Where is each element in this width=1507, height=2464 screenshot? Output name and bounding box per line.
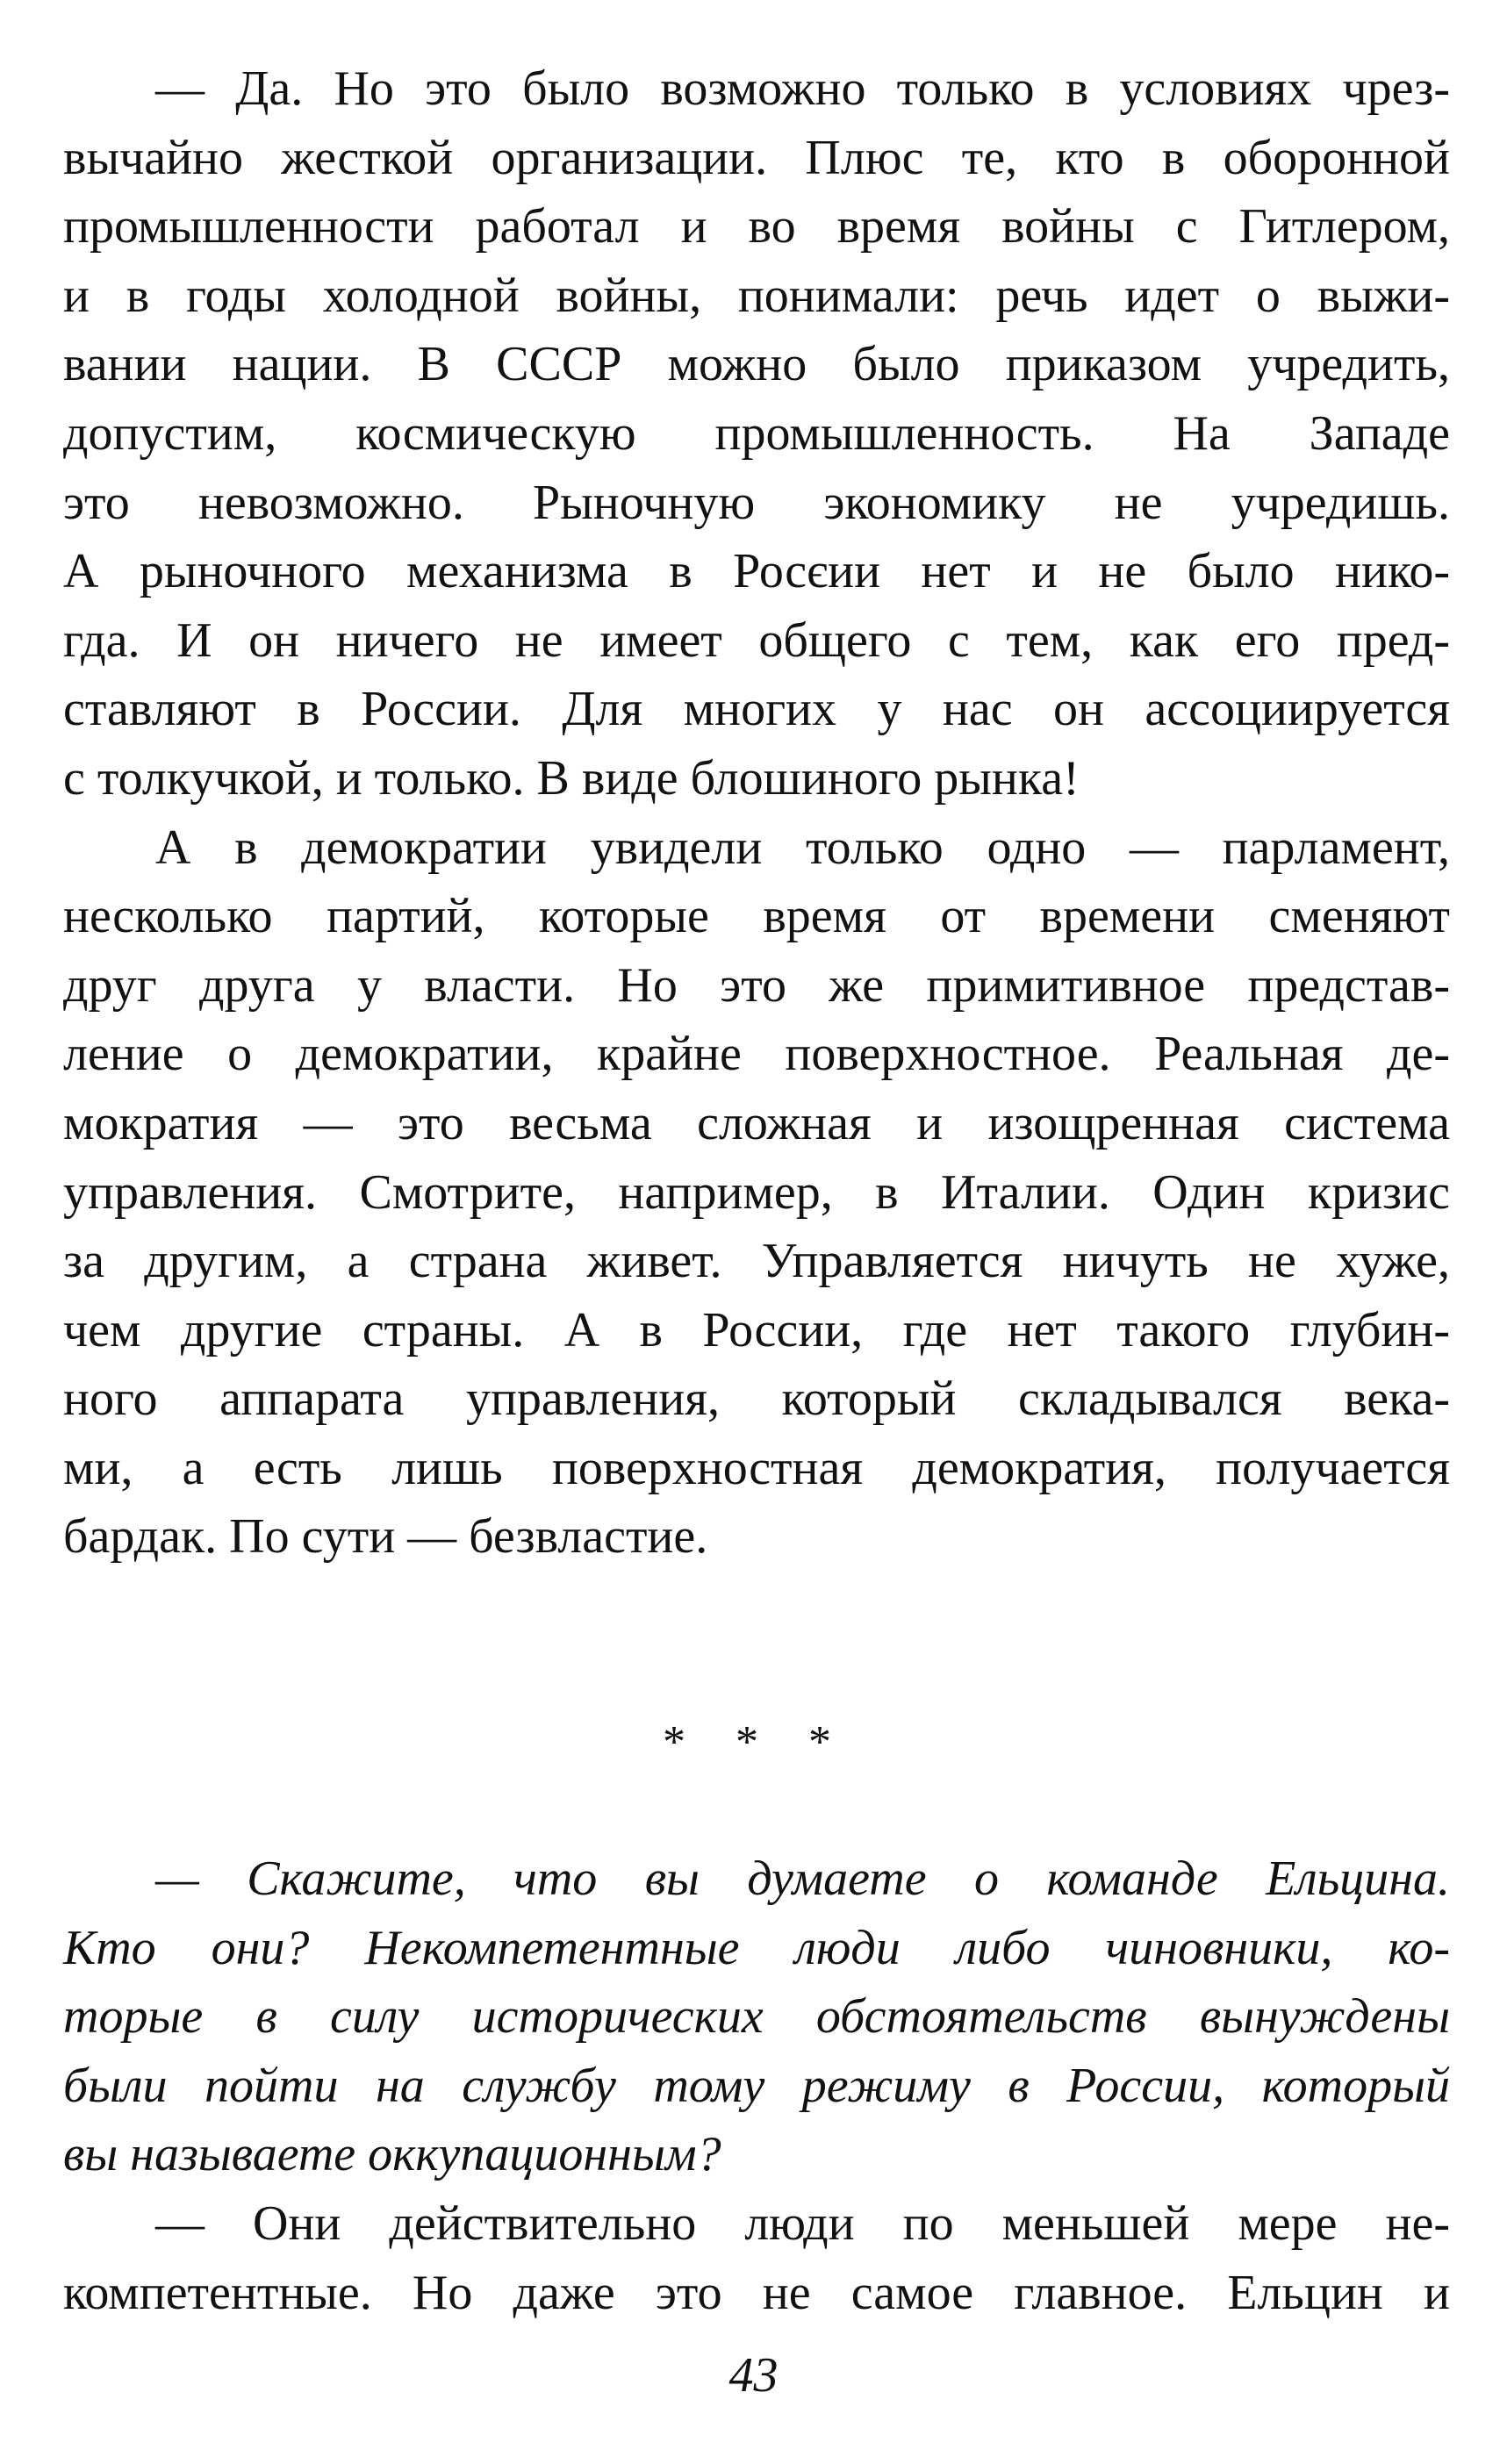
- text-line: вании нации. В СССР можно было приказом учредить,: [63, 337, 1450, 392]
- text-line: вы называете оккупационным?: [63, 2127, 721, 2182]
- page-number: 43: [728, 2348, 779, 2403]
- text-line: чем другие страны. А в России, где нет такого глубин-: [63, 1302, 1450, 1357]
- answer-paragraph: [63, 2189, 1450, 2327]
- text-line: — Скажите, что вы думаете о команде Ельцина.: [155, 1852, 1450, 1906]
- page-body: [63, 54, 1450, 2320]
- text-line: были пойти на службу тому режиму в России, который: [63, 2058, 1450, 2113]
- text-line: с толкучкой, и только. В виде блошиного рынка!: [63, 750, 1080, 806]
- dialogue-block: [63, 1844, 1450, 2327]
- text-line: ставляют в России. Для многих у нас он ассоциируется: [63, 682, 1450, 737]
- text-line: это невозможно. Рыночную экономику не учредишь.: [63, 475, 1450, 530]
- text-line: — Да. Но это было возможно только в условиях чрез-: [155, 61, 1450, 116]
- text-line: компетентные. Но даже это не самое главное. Ельцин и: [63, 2265, 1450, 2320]
- text-line: и в годы холодной войны, понимали: речь идет о выжи-: [63, 268, 1450, 323]
- text-line: — Они действительно люди по меньшей мере не-: [155, 2195, 1450, 2251]
- section-separator: * * *: [663, 1717, 850, 1767]
- text-line: ление о демократии, крайне поверхностное. Реальная де-: [63, 1027, 1450, 1082]
- text-line: А в демократии увидели только одно — парламент,: [155, 820, 1450, 875]
- text-line: ного аппарата управления, который складывался века-: [63, 1372, 1450, 1427]
- text-line: бардак. По сути — безвластие.: [63, 1509, 708, 1565]
- text-line: друг друга у власти. Но это же примитивное представ-: [63, 957, 1450, 1013]
- text-line: допустим, космическую промышленность. На Западе: [63, 405, 1450, 461]
- paragraph-2: [63, 813, 1450, 1572]
- text-line: несколько партий, которые время от времени сменяют: [63, 889, 1450, 944]
- question-paragraph: [63, 1844, 1450, 2189]
- text-line: торые в силу исторических обстоятельств вынуждены: [63, 1989, 1450, 2045]
- paragraph-1: [63, 54, 1450, 813]
- text-line: гда. И он ничего не имеет общего с тем, как его пред-: [63, 612, 1450, 668]
- text-line: за другим, а страна живет. Управляется ничуть не хуже,: [63, 1234, 1450, 1289]
- text-line: ми, а есть лишь поверхностная демократия, получается: [63, 1440, 1450, 1495]
- text-line: управления. Смотрите, например, в Италии. Один кризис: [63, 1164, 1450, 1220]
- text-line: промышленности работал и во время войны с Гитлером,: [63, 199, 1450, 254]
- text-line: А рыночного механизма в Росєии нет и не было нико-: [63, 544, 1450, 599]
- text-line: мократия — это весьма сложная и изощренная система: [63, 1095, 1450, 1150]
- text-line: вычайно жесткой организации. Плюс те, кто в оборонной: [63, 130, 1450, 185]
- text-line: Кто они? Некомпетентные люди либо чиновники, ко-: [63, 1920, 1450, 1975]
